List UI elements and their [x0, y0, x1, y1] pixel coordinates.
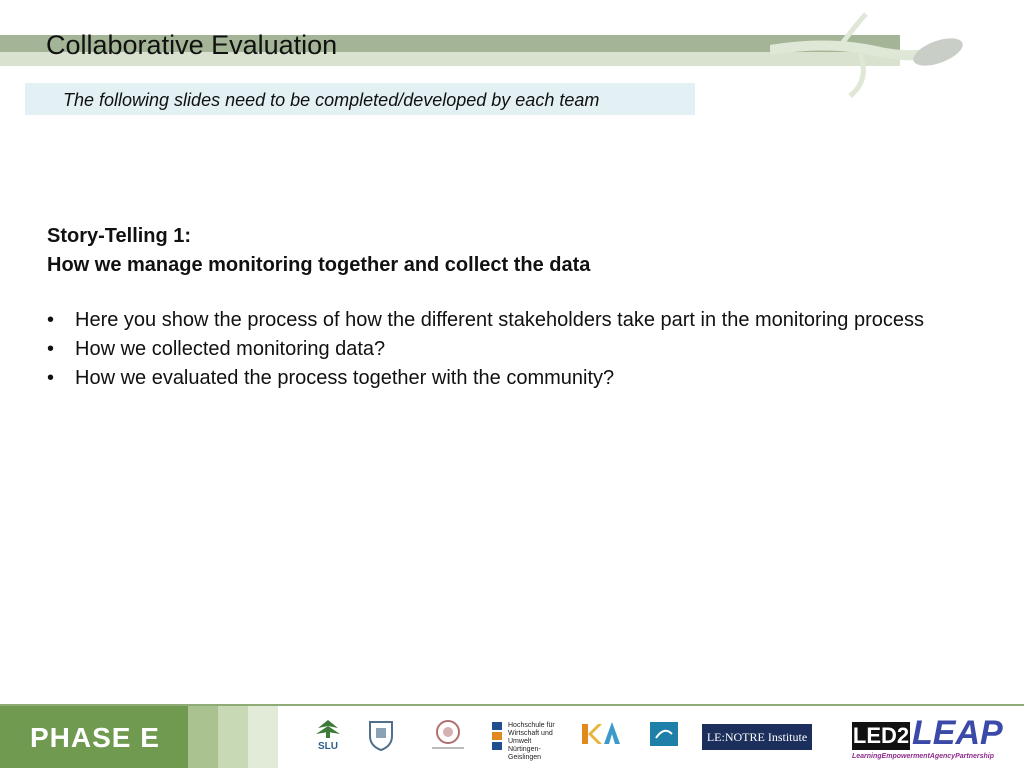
university-crest-logo — [364, 718, 398, 752]
bullet-list — [47, 306, 1012, 393]
branch-leaf-decoration — [770, 10, 970, 100]
subtitle-text: The following slides need to be completed/developed by each team — [63, 90, 600, 110]
slide-title: Collaborative Evaluation — [46, 30, 338, 60]
hochschule-mark-icon — [490, 718, 506, 752]
slu-logo-text: SLU — [318, 741, 338, 752]
story-heading — [47, 222, 590, 280]
story-heading-line1: Story-Telling 1: — [47, 225, 192, 247]
ka-logo — [580, 718, 624, 750]
university-seal-logo — [428, 718, 468, 752]
slu-logo — [312, 718, 344, 752]
bullet-item: • Here you show the process of how the different stakeholders take part in the monitoring process — [47, 306, 1012, 335]
story-heading-line2: How we manage monitoring together and collect the data — [47, 254, 591, 276]
leap-tagline: LearningEmpowermentAgencyPartnership — [852, 753, 994, 760]
phase-band-1 — [188, 706, 218, 768]
phase-band-2 — [218, 706, 248, 768]
hochschule-logo-text: Hochschule für Wirtschaft und Umwelt Nürtingen-Geislingen — [508, 722, 555, 761]
led2-logo: LED2 — [852, 723, 910, 748]
leap-logo: LEAP — [912, 714, 1003, 752]
bullet-item: • How we collected monitoring data? — [47, 335, 1012, 364]
cyber-logo — [650, 718, 678, 748]
phase-band-3 — [248, 706, 278, 768]
lenotre-institute-logo: LE:NOTRE Institute — [702, 724, 812, 750]
bullet-item: • How we evaluated the process together with the community? — [47, 364, 1012, 393]
phase-label: PHASE E — [30, 722, 160, 753]
